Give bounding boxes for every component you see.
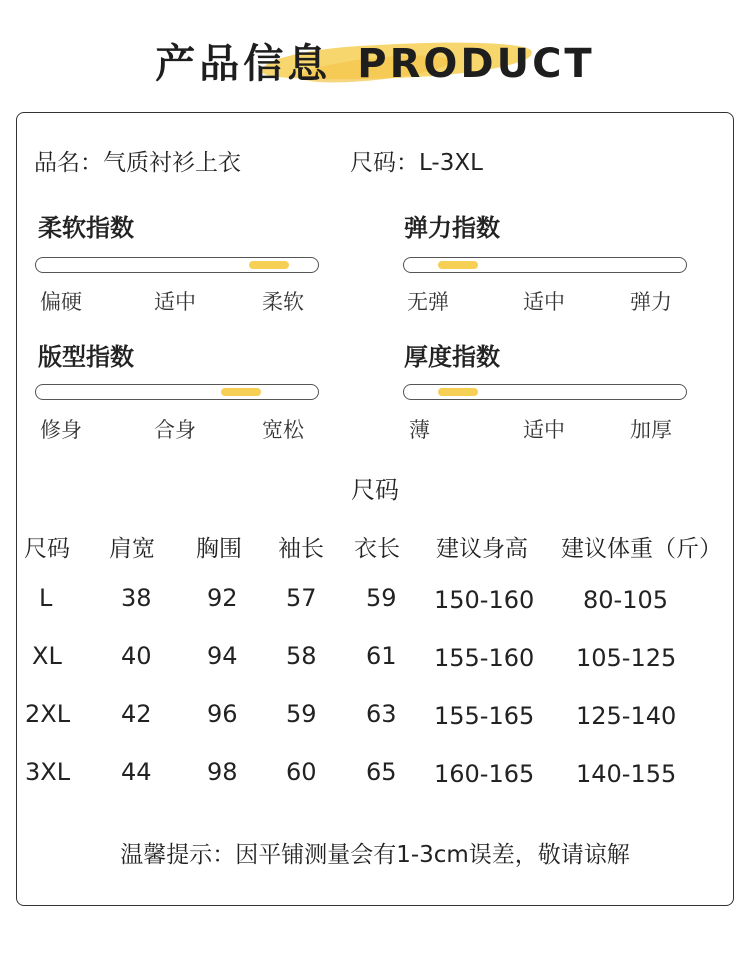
table-cell: 58 [286,642,317,670]
softness-label-mid: 适中 [154,290,196,314]
table-cell: 57 [286,584,317,612]
page-title [0,32,750,89]
table-cell: 140-155 [576,760,677,788]
length-col-header: 衣长 [354,536,400,562]
thickness-index-title: 厚度指数 [404,343,500,371]
title-english: PRODUCT [357,41,595,87]
fit-index-marker [221,388,261,396]
page-header [0,0,750,100]
table-cell: 96 [207,700,238,728]
size-table-heading: 尺码 [351,476,399,504]
shoulder-col-header: 肩宽 [109,536,155,562]
softness-index-marker [249,261,289,269]
fit-label-mid: 合身 [154,418,196,442]
table-cell: 105-125 [576,644,677,672]
elasticity-label-low: 无弹 [407,290,449,314]
softness-label-low: 偏硬 [40,290,82,314]
table-cell: 98 [207,758,238,786]
size-col-header: 尺码 [24,536,70,562]
sleeve-col-header: 袖长 [278,536,324,562]
table-cell: 155-165 [434,702,535,730]
fit-label-low: 修身 [40,418,82,442]
table-cell: 60 [286,758,317,786]
softness-label-high: 柔软 [262,290,304,314]
table-cell: 160-165 [434,760,535,788]
table-cell: 59 [366,584,397,612]
softness-index-track [35,257,319,273]
table-cell: 3XL [25,758,71,786]
elasticity-index-track [403,257,687,273]
table-cell: 80-105 [583,586,669,614]
table-cell: 38 [121,584,152,612]
thickness-label-mid: 适中 [523,418,565,442]
table-cell: 65 [366,758,397,786]
table-cell: 94 [207,642,238,670]
table-cell: 42 [121,700,152,728]
thickness-index-track [403,384,687,400]
thickness-index-marker [438,388,478,396]
table-cell: 155-160 [434,644,535,672]
elasticity-label-high: 弹力 [630,290,672,314]
product-name: 品名：气质衬衫上衣 [34,150,241,176]
thickness-label-low: 薄 [409,418,430,442]
table-cell: 63 [366,700,397,728]
weight-col-header: 建议体重（斤） [561,536,722,562]
table-cell: 2XL [25,700,71,728]
fit-index-title: 版型指数 [38,343,134,371]
chest-col-header: 胸围 [196,536,242,562]
table-cell: 61 [366,642,397,670]
elasticity-index-title: 弹力指数 [404,214,500,242]
measurement-tip: 温馨提示：因平铺测量会有1-3cm误差，敬请谅解 [120,842,630,868]
softness-index-title: 柔软指数 [38,214,134,242]
elasticity-index-marker [438,261,478,269]
thickness-label-high: 加厚 [630,418,672,442]
table-cell: 44 [121,758,152,786]
fit-label-high: 宽松 [262,418,304,442]
fit-index-track [35,384,319,400]
elasticity-label-mid: 适中 [523,290,565,314]
table-cell: 59 [286,700,317,728]
table-cell: 92 [207,584,238,612]
height-col-header: 建议身高 [436,536,528,562]
title-chinese: 产品信息 [155,41,332,87]
table-cell: 40 [121,642,152,670]
table-cell: XL [32,642,62,670]
product-size-range: 尺码：L-3XL [350,150,483,176]
table-cell: 150-160 [434,586,535,614]
table-cell: 125-140 [576,702,677,730]
table-cell: L [39,584,53,612]
